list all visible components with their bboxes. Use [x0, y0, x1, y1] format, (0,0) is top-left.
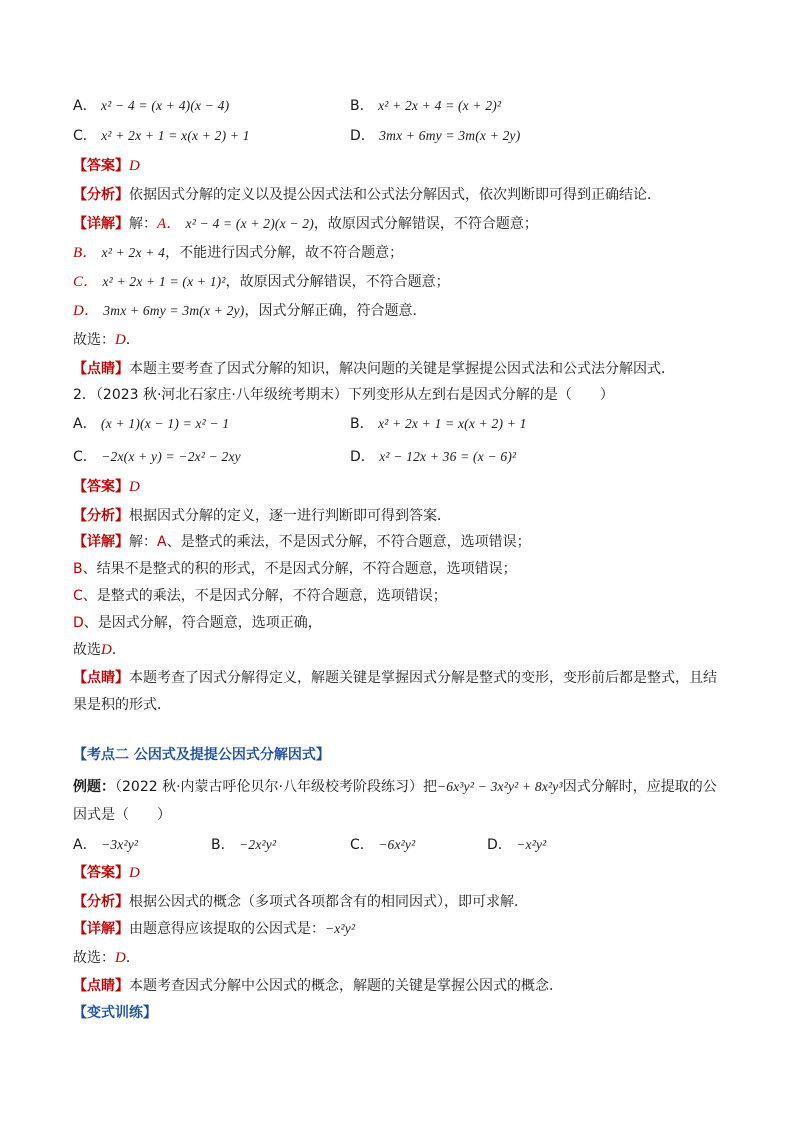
analysis-text: 依据因式分解的定义以及提公因式法和公式法分解因式，依次判断即可得到正确结论．	[129, 187, 661, 203]
q2-stem	[73, 385, 614, 405]
q1-detail-d	[73, 301, 426, 321]
detail-label: 【详解】	[73, 216, 129, 232]
answer-value: D	[129, 479, 140, 495]
option-expression: (x + 1)(x − 1) = x² − 1	[101, 416, 230, 431]
q2-detail-c	[73, 586, 447, 606]
q2-option-d	[350, 447, 516, 467]
comment-label: 【点睛】	[73, 670, 129, 686]
detail-letter: B	[73, 561, 83, 577]
detail-letter: B．	[73, 245, 98, 261]
question-stem: 2．（2023 秋·河北石家庄·八年级统考期末）下列变形从左到右是因式分解的是（ ）	[73, 387, 614, 403]
analysis-text: 根据公因式的概念（多项式各项都含有的相同因式），即可求解．	[129, 894, 528, 910]
section-heading	[73, 745, 330, 765]
option-expression: −2x(x + y) = −2x² − 2xy	[101, 449, 241, 464]
answer-value: D	[129, 158, 140, 174]
detail-expression: x² + 2x + 4	[101, 245, 166, 260]
option-letter: D．	[350, 128, 375, 144]
example-option-b	[211, 835, 276, 855]
option-letter: B．	[350, 416, 374, 432]
q1-analysis	[73, 185, 661, 205]
q2-detail-a	[73, 532, 531, 552]
option-letter: B．	[350, 98, 374, 114]
comment-label: 【点睛】	[73, 361, 129, 377]
practice-label: 【变式训练】	[73, 1005, 157, 1021]
practice-heading	[73, 1003, 157, 1023]
example-detail	[73, 919, 355, 939]
q2-choose	[73, 640, 126, 660]
q1-option-a	[73, 96, 229, 116]
q2-detail-b	[73, 559, 517, 579]
q2-analysis	[73, 506, 451, 526]
answer-label: 【答案】	[73, 479, 129, 495]
q2-comment	[73, 668, 717, 688]
option-letter: C．	[73, 449, 97, 465]
example-option-a	[73, 835, 138, 855]
choose-prefix: 故选	[73, 642, 101, 658]
example-stem	[73, 777, 717, 797]
comment-label: 【点睛】	[73, 978, 129, 994]
option-expression: 3mx + 6my = 3m(x + 2y)	[379, 128, 521, 143]
q1-option-c	[73, 126, 250, 146]
example-answer	[73, 863, 140, 883]
choose-suffix: ．	[125, 950, 140, 966]
detail-prefix: 解：	[129, 216, 157, 232]
detail-label: 【详解】	[73, 534, 129, 550]
option-expression: −x²y²	[516, 837, 547, 852]
option-letter: A．	[73, 416, 97, 432]
q2-option-b	[350, 414, 527, 434]
detail-text: 、是整式的乘法，不是因式分解，不符合题意，选项错误；	[166, 534, 531, 550]
option-expression: x² + 2x + 1 = x(x + 2) + 1	[378, 416, 527, 431]
choose-prefix: 故选：	[73, 332, 115, 348]
detail-expression: 3mx + 6my = 3m(x + 2y)	[103, 303, 245, 318]
option-expression: −2x²y²	[239, 837, 277, 852]
q1-option-b	[350, 96, 501, 116]
detail-text: ，故原因式分解错误，不符合题意；	[225, 274, 450, 290]
q1-detail-b	[73, 243, 403, 263]
detail-prefix: 解：	[129, 534, 157, 550]
detail-expression: x² − 4 = (x + 2)(x − 2)	[185, 216, 314, 231]
option-letter: A．	[73, 837, 97, 853]
option-expression: x² + 2x + 4 = (x + 2)²	[378, 98, 502, 113]
q1-comment	[73, 359, 675, 379]
detail-text: ，因式分解正确，符合题意．	[244, 303, 427, 319]
choose-suffix: ．	[125, 332, 140, 348]
detail-text: ，故原因式分解错误，不符合题意；	[313, 216, 538, 232]
choose-answer: D	[101, 642, 112, 658]
answer-label: 【答案】	[73, 158, 129, 174]
option-expression: −3x²y²	[101, 837, 139, 852]
q2-answer	[73, 477, 140, 497]
detail-letter: C	[73, 588, 83, 604]
example-analysis	[73, 892, 528, 912]
section-title: 【考点二 公因式及提提公因式分解因式】	[73, 747, 330, 763]
option-letter: D．	[487, 837, 512, 853]
stem-text: 因式分解时，应提取的公	[562, 779, 717, 795]
detail-letter: A	[157, 534, 167, 550]
comment-text: 本题考查因式分解中公因式的概念，解题的关键是掌握公因式的概念．	[129, 978, 563, 994]
option-expression: x² − 4 = (x + 4)(x − 4)	[101, 98, 230, 113]
example-choose	[73, 948, 140, 968]
detail-text: 、是因式分解，符合题意，选项正确，	[83, 615, 322, 631]
q2-option-c	[73, 447, 241, 467]
choose-suffix: ．	[111, 642, 126, 658]
answer-label: 【答案】	[73, 865, 129, 881]
detail-letter: D．	[73, 303, 99, 319]
stem-text: （2022 秋·内蒙古呼伦贝尔·八年级校考阶段练习）把	[115, 779, 437, 795]
detail-text: 、是整式的乘法，不是因式分解，不符合题意，选项错误；	[82, 588, 447, 604]
q2-option-a	[73, 414, 229, 434]
example-option-d	[487, 835, 546, 855]
example-label: 例题：	[73, 779, 115, 795]
q1-choose	[73, 330, 140, 350]
choose-answer: D	[115, 332, 126, 348]
q1-option-d	[350, 126, 520, 146]
example-option-c	[350, 835, 415, 855]
analysis-label: 【分析】	[73, 187, 129, 203]
q1-answer	[73, 156, 140, 176]
answer-value: D	[129, 865, 140, 881]
q1-detail-c	[73, 272, 450, 292]
stem-text: 因式是（ ）	[73, 807, 171, 823]
q1-detail-a	[73, 214, 538, 234]
choose-answer: D	[115, 950, 126, 966]
option-expression: −6x²y²	[378, 837, 416, 852]
detail-letter: C．	[73, 274, 99, 290]
comment-text: 本题主要考查了因式分解的知识，解决问题的关键是掌握提公因式法和公式法分解因式．	[129, 361, 675, 377]
comment-text: 果是积的形式．	[73, 697, 171, 713]
stem-expression: −6x³y² − 3x²y² + 8x²y³	[436, 779, 563, 794]
analysis-label: 【分析】	[73, 894, 129, 910]
detail-expression: x² + 2x + 1 = (x + 1)²	[102, 274, 226, 289]
example-comment	[73, 976, 563, 996]
option-letter: A．	[73, 98, 97, 114]
option-letter: B．	[211, 837, 235, 853]
option-expression: x² + 2x + 1 = x(x + 2) + 1	[101, 128, 250, 143]
detail-letter: D	[73, 615, 84, 631]
detail-text: 由题意得应该提取的公因式是：	[129, 921, 325, 937]
option-expression: x² − 12x + 36 = (x − 6)²	[379, 449, 517, 464]
option-letter: D．	[350, 449, 375, 465]
analysis-text: 根据因式分解的定义，逐一进行判断即可得到答案．	[129, 508, 451, 524]
detail-text: 、结果不是整式的积的形式，不是因式分解，不符合题意，选项错误；	[82, 561, 517, 577]
comment-text: 本题考查了因式分解得定义，解题关键是掌握因式分解是整式的变形，变形前后都是整式，且结	[129, 670, 717, 686]
analysis-label: 【分析】	[73, 508, 129, 524]
detail-text: ，不能进行因式分解，故不符合题意；	[165, 245, 404, 261]
detail-expression: −x²y²	[325, 921, 356, 936]
option-letter: C．	[350, 837, 374, 853]
q2-comment-continued	[73, 695, 171, 715]
choose-prefix: 故选：	[73, 950, 115, 966]
detail-letter: A．	[157, 216, 182, 232]
example-stem-continued	[73, 805, 171, 825]
detail-label: 【详解】	[73, 921, 129, 937]
q2-detail-d	[73, 613, 322, 633]
option-letter: C．	[73, 128, 97, 144]
